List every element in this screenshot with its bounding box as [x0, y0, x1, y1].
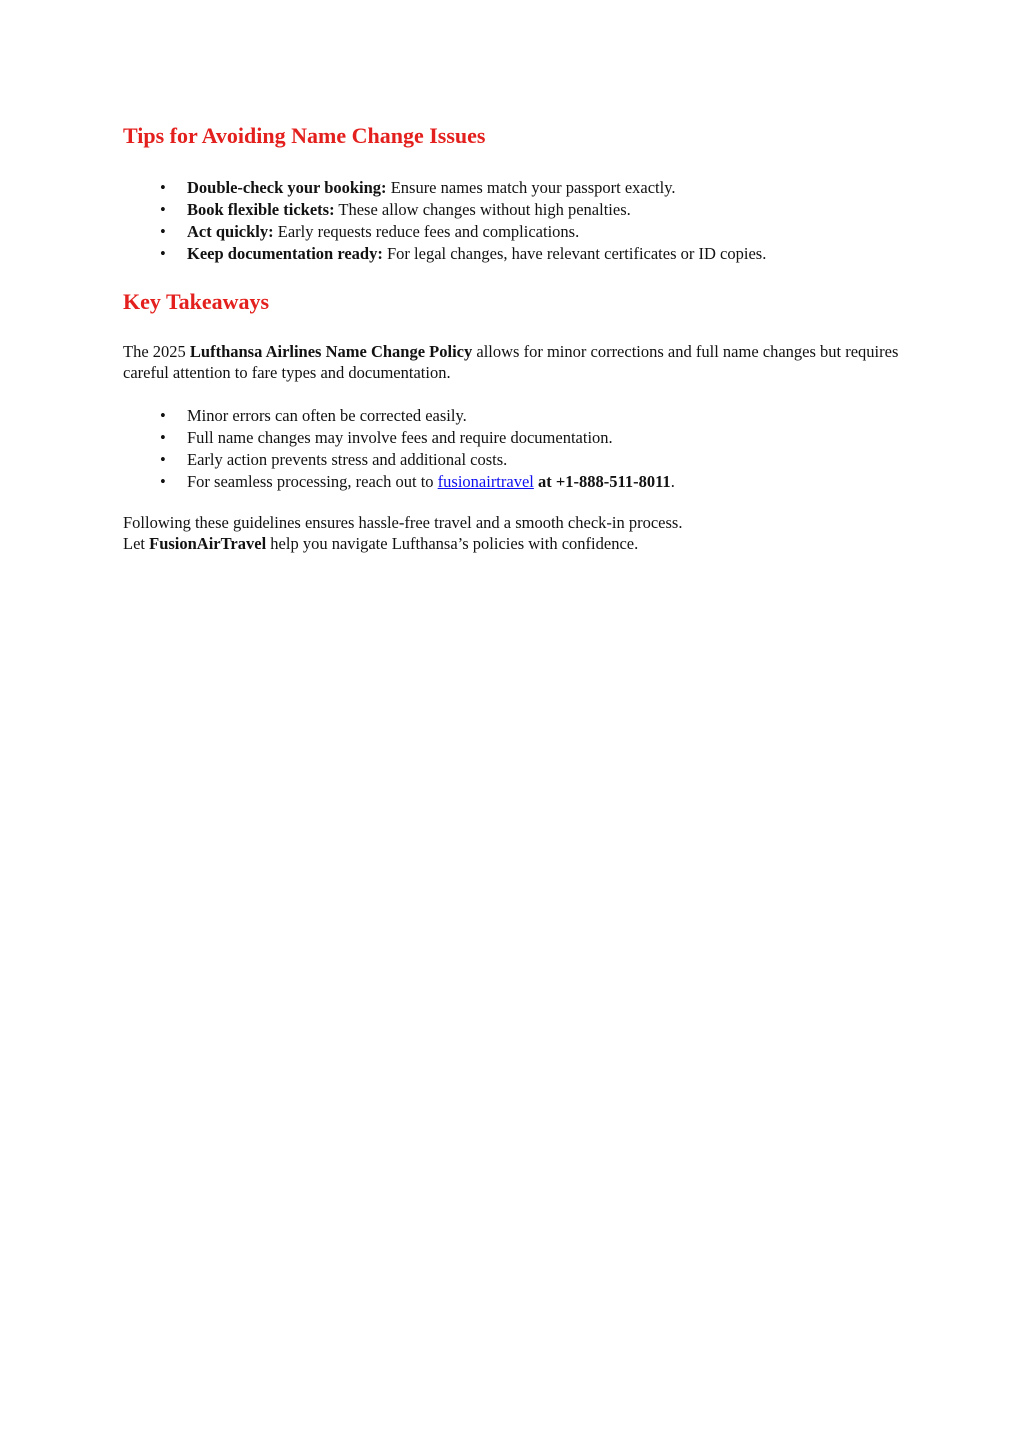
intro-paragraph	[123, 341, 900, 383]
bullet-text: Early requests reduce fees and complications.	[273, 222, 580, 241]
paragraph-text: help you navigate Lufthansa’s policies with confidence.	[266, 534, 639, 553]
document-content	[0, 0, 1023, 554]
list-item	[187, 449, 900, 471]
bullet-text: .	[670, 472, 675, 491]
list-item	[187, 471, 900, 493]
paragraph-line	[123, 533, 900, 554]
heading-tips-for-avoiding-name-change-issues: Tips for Avoiding Name Change Issues	[123, 123, 486, 148]
list-item	[187, 177, 900, 199]
closing-paragraph	[123, 512, 900, 554]
bullet-text: These allow changes without high penalties.	[334, 200, 631, 219]
brand-name-bold: FusionAirTravel	[149, 534, 267, 553]
list-item	[187, 221, 900, 243]
list-item	[187, 199, 900, 221]
paragraph-text: Let	[123, 534, 150, 553]
bullet-lead: Keep documentation ready:	[187, 244, 383, 263]
bullet-lead: Double-check your booking:	[187, 178, 387, 197]
list-item	[187, 427, 900, 449]
bullet-text: For seamless processing, reach out to	[187, 472, 438, 491]
list-item	[187, 405, 900, 427]
paragraph-text: allows for minor corrections and full name changes but requires careful attention to fare types and documentation.	[123, 342, 899, 382]
heading-key-takeaways: Key Takeaways	[123, 289, 270, 314]
list-item	[187, 243, 900, 265]
fusionairtravel-link[interactable]: fusionairtravel	[437, 472, 534, 491]
bullet-text: Full name changes may involve fees and require documentation.	[187, 428, 613, 447]
bullet-text: Early action prevents stress and additional costs.	[187, 450, 508, 469]
bullet-text: Minor errors can often be corrected easily.	[187, 406, 467, 425]
policy-name-bold: Lufthansa Airlines Name Change Policy	[189, 342, 473, 361]
bullet-lead: Act quickly:	[187, 222, 274, 241]
takeaways-list	[123, 405, 900, 493]
bullet-text: Ensure names match your passport exactly.	[386, 178, 676, 197]
phone-number-bold: at +1-888-511-8011	[533, 472, 671, 491]
paragraph-text: Following these guidelines ensures hassle-free travel and a smooth check-in process.	[123, 513, 683, 532]
bullet-text: For legal changes, have relevant certificates or ID copies.	[382, 244, 767, 263]
paragraph-text: The 2025	[123, 342, 190, 361]
tips-list	[123, 177, 900, 265]
bullet-lead: Book flexible tickets:	[187, 200, 335, 219]
